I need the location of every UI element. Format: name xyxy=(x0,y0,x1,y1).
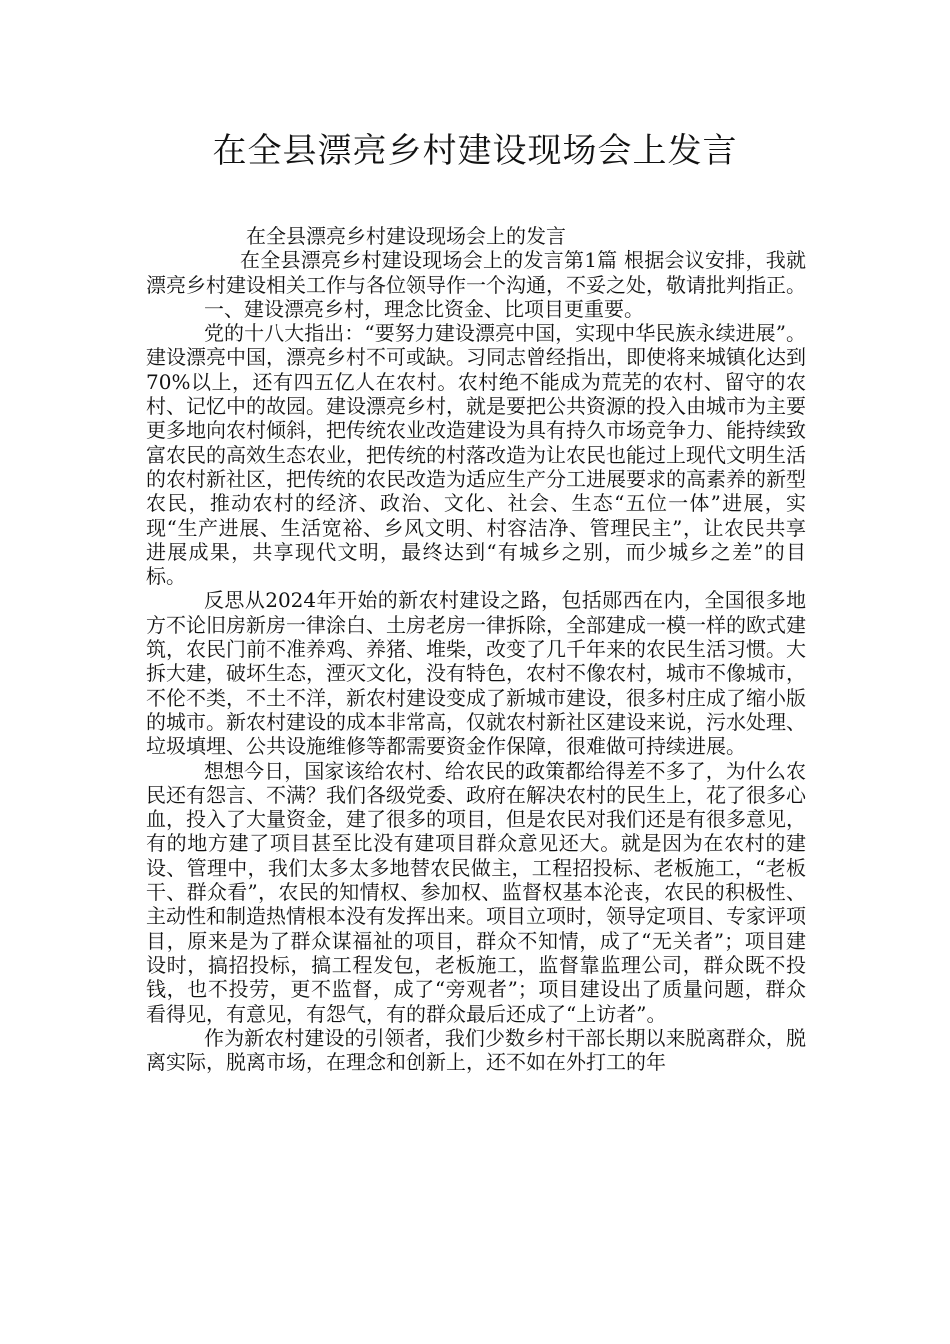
document-subtitle: 在全县漂亮乡村建设现场会上的发言 xyxy=(246,224,566,248)
paragraph-intro: 在全县漂亮乡村建设现场会上的发言第1篇 根据会议安排，我就漂亮乡村建设相关工作与各位领导作一个沟通，不妥之处，敬请批判指正。 xyxy=(146,248,806,297)
paragraph: 反思从2024年开始的新农村建设之路，包括郧西在内，全国很多地方不论旧房新房一律涂白、土房老房一律拆除，全部建成一模一样的欧式建筑，农民门前不准养鸡、养猪、堆柴，改变了几千年来的农民生活习惯。大拆大建，破坏生态，湮灭文化，没有特色，农村不像农村，城市不像城市，不伦不类，不土不洋，新农村建设变成了新城市建设，很多村庄成了缩小版的城市。新农村建设的成本非常高，仅就农村新社区建设来说，污水处理、垃圾填埋、公共设施维修等都需要资金作保障，很难做可持续进展。 xyxy=(146,588,806,759)
document-title: 在全县漂亮乡村建设现场会上发言 xyxy=(212,131,738,171)
section-heading: 一、建设漂亮乡村，理念比资金、比项目更重要。 xyxy=(204,296,644,321)
document-body xyxy=(146,224,806,1074)
paragraph: 作为新农村建设的引领者，我们少数乡村干部长期以来脱离群众，脱离实际，脱离市场，在理念和创新上，还不如在外打工的年 xyxy=(146,1025,806,1075)
paragraph: 党的十八大指出：“要努力建设漂亮中国，实现中华民族永续进展”。建设漂亮中国，漂亮乡村不可或缺。习同志曾经指出，即使将来城镇化达到70%以上，还有四五亿人在农村。农村绝不能成为荒芜的农村、留守的农村、记忆中的故园。建设漂亮乡村，就是要把公共资源的投入由城市为主要更多地向农村倾斜，把传统农业改造建设为具有持久市场竞争力、能持续致富农民的高效生态农业，把传统的村落改造为让农民也能过上现代文明生活的农村新社区，把传统的农民改造为适应生产分工进展要求的高素养的新型农民，推动农村的经济、政治、文化、社会、生态“五位一体”进展，实现“生产进展、生活宽裕、乡风文明、村容洁净、管理民主”，让农民共享进展成果，共享现代文明，最终达到“有城乡之别，而少城乡之差”的目标。 xyxy=(146,321,806,589)
paragraph: 想想今日，国家该给农村、给农民的政策都给得差不多了，为什么农民还有怨言、不满？我们各级党委、政府在解决农村的民生上，花了很多心血，投入了大量资金，建了很多的项目，但是农民对我们还是有很多意见，有的地方建了项目甚至比没有建项目群众意见还大。就是因为在农村的建设、管理中，我们太多太多地替农民做主，工程招投标、老板施工，“老板干、群众看”，农民的知情权、参加权、监督权基本沦丧，农民的积极性、主动性和制造热情根本没有发挥出来。项目立项时，领导定项目、专家评项目，原来是为了群众谋福祉的项目，群众不知情，成了“无关者”；项目建设时，搞招投标，搞工程发包，老板施工，监督靠监理公司，群众既不投钱，也不投劳，更不监督，成了“旁观者”；项目建设出了质量问题，群众看得见，有意见，有怨气，有的群众最后还成了“上访者”。 xyxy=(146,758,806,1026)
